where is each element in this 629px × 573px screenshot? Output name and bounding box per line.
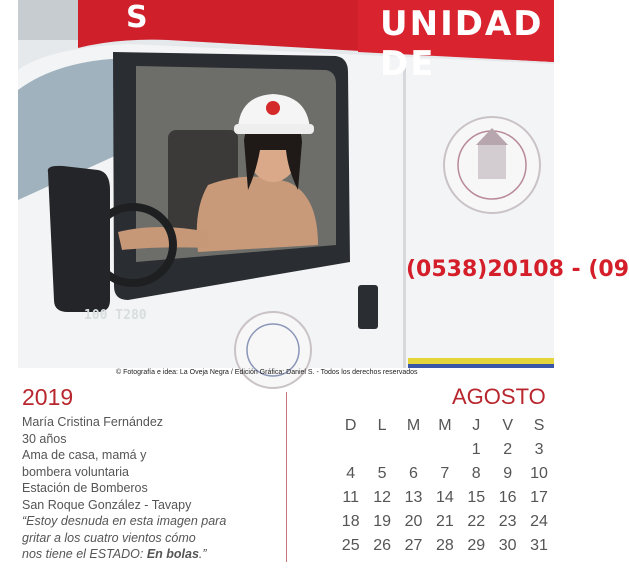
van-phone-number: (0538)20108 - (09 (406, 257, 629, 282)
caption-name: María Cristina Fernández (22, 415, 164, 429)
day-cell: 28 (435, 537, 454, 554)
day-cell: 22 (467, 513, 486, 530)
day-cell: 23 (498, 513, 517, 530)
calendar-month: AGOSTO (452, 384, 546, 409)
van-side-lettering-left: S (126, 0, 148, 35)
caption-role: Ama de casa, mamá y (22, 448, 147, 462)
day-cell: 30 (498, 537, 517, 554)
empty-day-cell (398, 438, 429, 462)
day-cell: 10 (530, 465, 548, 482)
weekday-label: J (472, 417, 481, 434)
weekday-label: M (406, 417, 421, 434)
day-cell: 1 (471, 441, 481, 458)
weekday-label: L (377, 417, 387, 434)
weekday-label: V (502, 417, 513, 434)
weekday-label: D (344, 417, 357, 434)
day-cell: 4 (346, 465, 356, 482)
van-model-badge: 100 T280 (84, 308, 147, 323)
week-row (335, 462, 555, 486)
caption-quote-line-3 (22, 546, 272, 563)
week-row (335, 534, 555, 558)
day-cell: 25 (341, 537, 360, 554)
day-cell: 14 (435, 489, 454, 506)
day-cell: 26 (373, 537, 391, 554)
caption-quote-line-2: gritar a los cuatro vientos cómo (22, 530, 196, 545)
caption-place: San Roque González - Tavapy (22, 497, 192, 512)
photo-caption (22, 414, 272, 563)
caption-quote-line-1: “Estoy desnuda en esta imagen para (22, 514, 227, 528)
day-cell: 27 (404, 537, 423, 554)
empty-day-cell (366, 438, 397, 462)
day-cell: 9 (503, 465, 513, 482)
caption-role-2: bombera voluntaria (22, 464, 130, 479)
calendar-photo (18, 0, 629, 368)
day-cell: 29 (467, 537, 486, 554)
day-cell: 20 (404, 513, 423, 530)
week-row (335, 510, 555, 534)
day-cell: 13 (404, 489, 423, 506)
weekday-header-row (335, 414, 555, 438)
weekday-label: M (438, 417, 452, 434)
calendar-divider (286, 392, 287, 562)
caption-station: Estación de Bomberos (22, 481, 148, 495)
day-cell: 18 (341, 513, 360, 530)
empty-day-cell (429, 438, 460, 462)
caption-quote-emphasis: En bolas (146, 547, 199, 561)
calendar-year: 2019 (22, 384, 74, 410)
day-cell: 8 (471, 465, 481, 482)
day-cell: 17 (530, 489, 548, 506)
van-side-lettering: UNIDAD DE (380, 4, 544, 84)
day-cell: 3 (534, 441, 544, 458)
day-cell: 11 (342, 489, 359, 506)
day-cell: 2 (503, 441, 513, 458)
day-cell: 6 (409, 465, 418, 482)
caption-quote-end: .” (198, 547, 207, 561)
week-row (335, 438, 555, 462)
photo-credit: © Fotografía e idea: La Oveja Negra / Edición Gráfica: Daniel S. - Todos los derechos reservados (116, 369, 418, 376)
day-cell: 12 (373, 489, 391, 506)
day-cell: 15 (467, 489, 486, 506)
day-cell: 5 (377, 465, 387, 482)
empty-day-cell (335, 438, 366, 462)
day-cell: 24 (530, 513, 548, 530)
day-cell: 16 (498, 489, 517, 506)
day-cell: 19 (373, 513, 391, 530)
day-cell: 21 (435, 513, 454, 530)
day-cell: 7 (440, 465, 450, 482)
caption-age: 30 años (22, 431, 67, 446)
weekday-label: S (533, 417, 545, 434)
calendar-grid (335, 414, 555, 558)
day-cell: 31 (530, 537, 548, 554)
caption-quote-text: nos tiene el ESTADO: (22, 547, 147, 561)
week-row (335, 486, 555, 510)
